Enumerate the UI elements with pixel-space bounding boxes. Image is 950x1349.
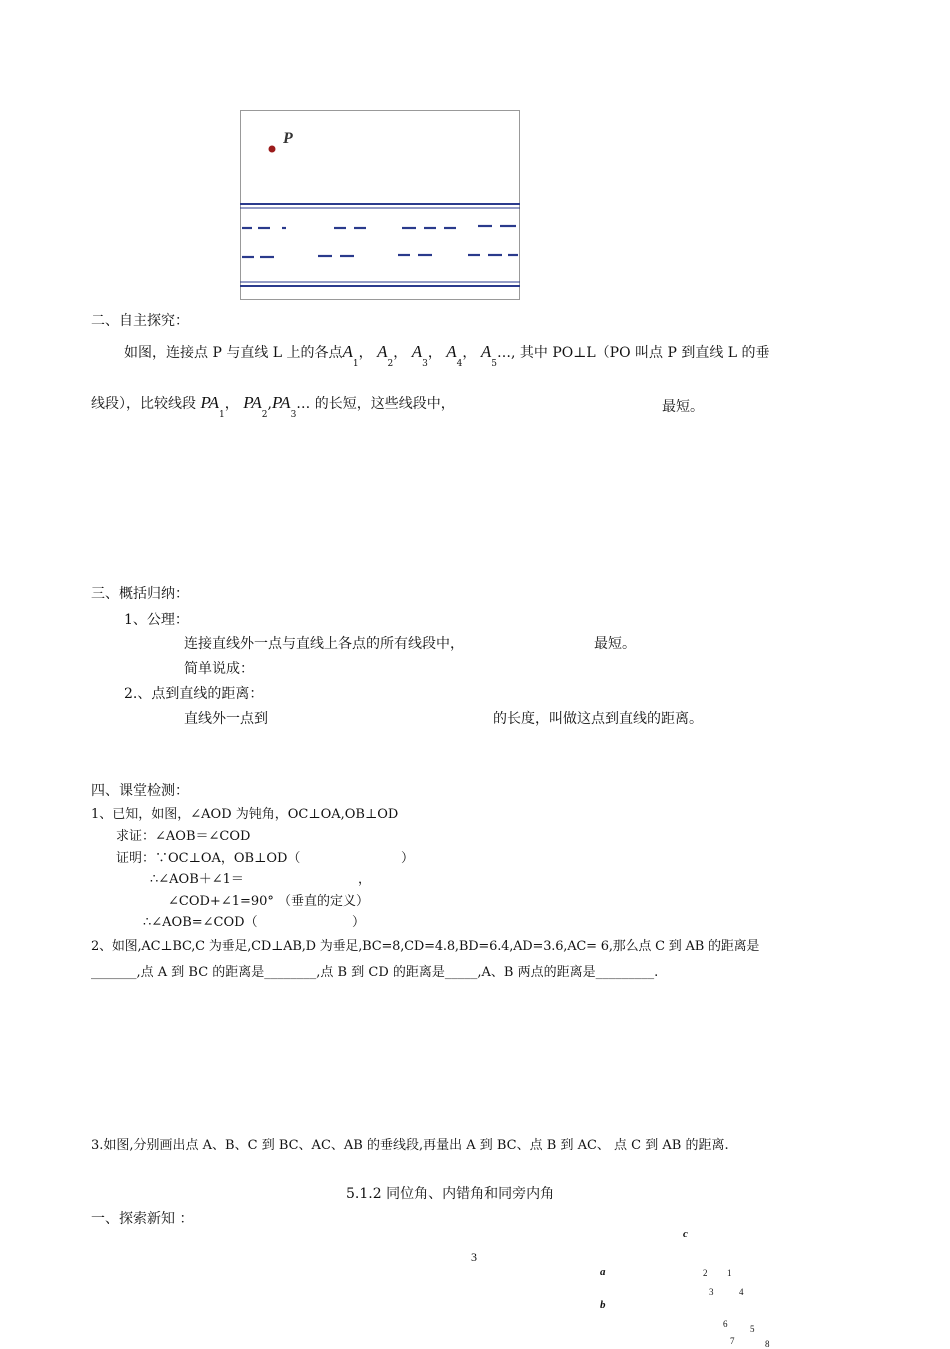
fig-label-c: c (683, 1228, 688, 1240)
line1-pre: 如图，连接点 P 与直线 L 上的各点 (124, 345, 343, 361)
line1-post: , 其中 PO⊥L（PO 叫点 P 到直线 L 的垂 (510, 345, 770, 361)
q1-line6-end: ） (352, 915, 366, 930)
section4-heading: 四、课堂检测： (91, 783, 189, 799)
q1-line4: ∴∠AOB＋∠1＝ (150, 872, 244, 887)
section3-heading: 三、概括归纳： (91, 586, 189, 602)
q1-line4-end: ， (358, 872, 372, 887)
q1-line2: 求证：∠AOB＝∠COD (116, 829, 251, 844)
page-number: 3 (471, 1250, 477, 1264)
fig-label-b: b (600, 1299, 606, 1311)
q1-line3: 证明：∵OC⊥OA，OB⊥OD（ (116, 851, 301, 866)
section3-item1-text-b: 最短。 (594, 636, 636, 652)
fig-angle-7: 7 (730, 1336, 735, 1346)
q1-line5: ∠COD+∠1=90° （垂直的定义） (168, 894, 370, 909)
section3-item2-text-b: 的长度，叫做这点到直线的距离。 (493, 711, 703, 727)
point-p-dot (269, 146, 276, 153)
fig-angle-4: 4 (739, 1287, 744, 1297)
fig-angle-2: 2 (703, 1268, 708, 1278)
section2-heading: 二、自主探究： (91, 313, 189, 329)
fig-angle-5: 5 (750, 1324, 755, 1334)
fig-angle-3: 3 (709, 1287, 714, 1297)
section3-item1-text-a: 连接直线外一点与直线上各点的所有线段中， (184, 636, 464, 652)
fig-angle-8: 8 (765, 1339, 770, 1349)
road-figure (240, 110, 520, 300)
section3-item2: 2.、点到直线的距离： (124, 686, 264, 702)
q1-line6: ∴∠AOB=∠COD（ (143, 915, 258, 930)
q2-line2: _______,点 A 到 BC 的距离是________,点 B 到 CD 的距离是_____,A、B 两点的距离是_________. (91, 965, 659, 980)
section2-line2: 线段），比较线段 $PA_1$， $PA_2,PA_3\dots$ 的长短，这些线段中， (91, 393, 455, 420)
section2-line1: 如图，连接点 P 与直线 L 上的各点$A_1$， $A_2$， $A_3$， $A_4$， $A_5\dots$, 其中 PO⊥L（PO 叫点 P 到直线 L 的垂 (124, 342, 770, 369)
section2-line2-end: 最短。 (662, 399, 704, 415)
fig-angle-6: 6 (723, 1319, 728, 1329)
section512-heading: 一、探索新知 ： (91, 1211, 194, 1227)
q2-line1: 2、如图,AC⊥BC,C 为垂足,CD⊥AB,D 为垂足,BC=8,CD=4.8,BD=6.4,AD=3.6,AC= 6,那么点 C 到 AB 的距离是 (91, 939, 760, 954)
section512-title: 5.1.2 同位角、内错角和同旁内角 (346, 1186, 555, 1202)
point-p-label: P (283, 130, 293, 147)
fig-label-a: a (600, 1266, 606, 1278)
q1-line3-end: ） (401, 851, 415, 866)
section3-item2-text-a: 直线外一点到 (184, 711, 268, 727)
q3-text: 3.如图,分别画出点 A、B、C 到 BC、AC、AB 的垂线段,再量出 A 到 BC、点 B 到 AC、 点 C 到 AB 的距离. (91, 1138, 729, 1153)
section3-item1-simple: 简单说成： (184, 661, 254, 677)
section3-item1: 1、公理： (124, 612, 189, 628)
q1-line1: 1、已知，如图，∠AOD 为钝角，OC⊥OA,OB⊥OD (91, 807, 399, 822)
fig-angle-1: 1 (727, 1268, 732, 1278)
